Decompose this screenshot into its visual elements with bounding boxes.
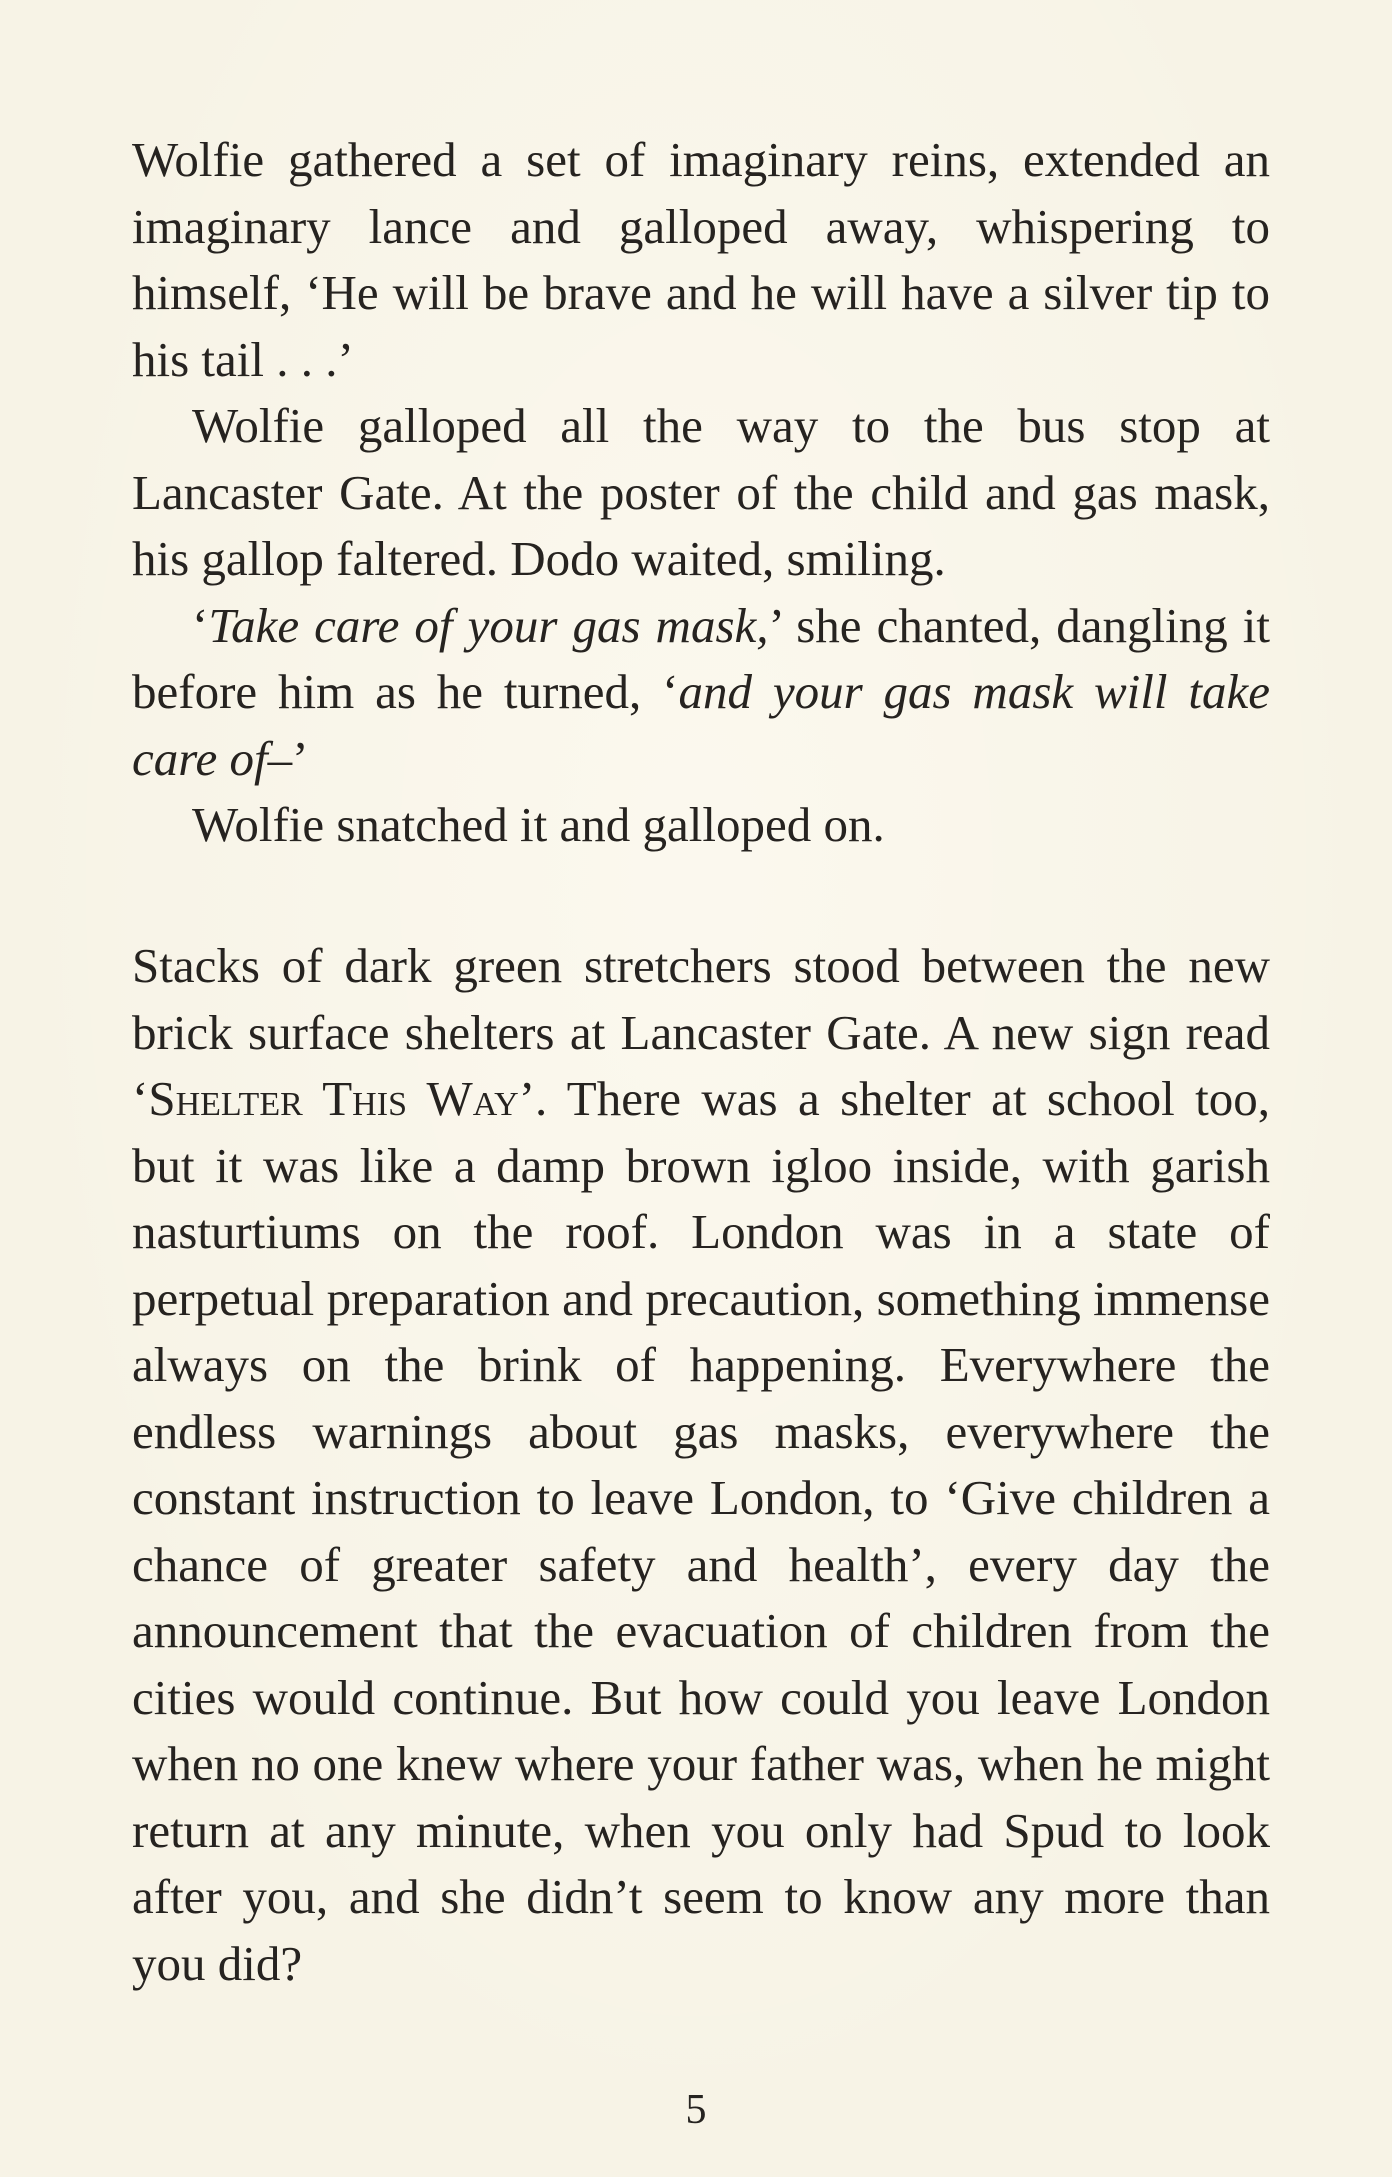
paragraph-stretchers-and-shelters bbox=[132, 933, 1270, 1997]
text-after-sign: ’. There was a shelter at school too, but it was like a damp brown igloo inside, with garish nasturtiums on the roof. London was in a state of perpetual preparation and precaution, something immense always on the brink of happening. Everywhere the endless warnings about gas masks, everywhere the constant instruction to leave London, to ‘Give children a chance of greater safety and health’, every day the announcement that the evacuation of children from the cities would continue. But how could you leave London when no one knew where your father was, when he might return at any minute, when you only had Spud to look after you, and she didn’t seem to know any more than you did? bbox=[132, 1071, 1270, 1991]
paragraph-dodo-chants bbox=[132, 593, 1270, 793]
dialogue-tag: ’ she chanted, dangling it before him as he turned, ‘ bbox=[132, 597, 1271, 719]
paragraph-bus-stop: Wolfie galloped all the way to the bus stop at Lancaster Gate. At the poster of the child and gas mask, his gallop faltered. Dodo waited, smiling. bbox=[132, 398, 1270, 586]
open-quote: ‘ bbox=[192, 597, 209, 653]
shelter-sign-text: Shelter This Way bbox=[148, 1071, 519, 1126]
section-two bbox=[132, 933, 1270, 1997]
text-before-sign: Stacks of dark green stretchers stood between the new brick surface shelters at Lancaster Gate. A new sign read ‘ bbox=[132, 938, 1270, 1126]
paragraph-wolfie-snatches-mask: Wolfie snatched it and galloped on. bbox=[192, 797, 885, 852]
section-one bbox=[132, 127, 1270, 859]
italic-chant-part-one: Take care of your gas mask, bbox=[208, 597, 769, 653]
italic-chant-part-two: and your gas mask will take care of– bbox=[132, 664, 1270, 786]
paragraph-wolfie-gallops-away: Wolfie gathered a set of imaginary reins, extended an imaginary lance and galloped away, whispering to himself, ‘He will be brave and he will have a silver tip to his tail . . .’ bbox=[132, 132, 1270, 387]
close-quote: ’ bbox=[292, 730, 309, 786]
page-number: 5 bbox=[685, 2087, 707, 2133]
